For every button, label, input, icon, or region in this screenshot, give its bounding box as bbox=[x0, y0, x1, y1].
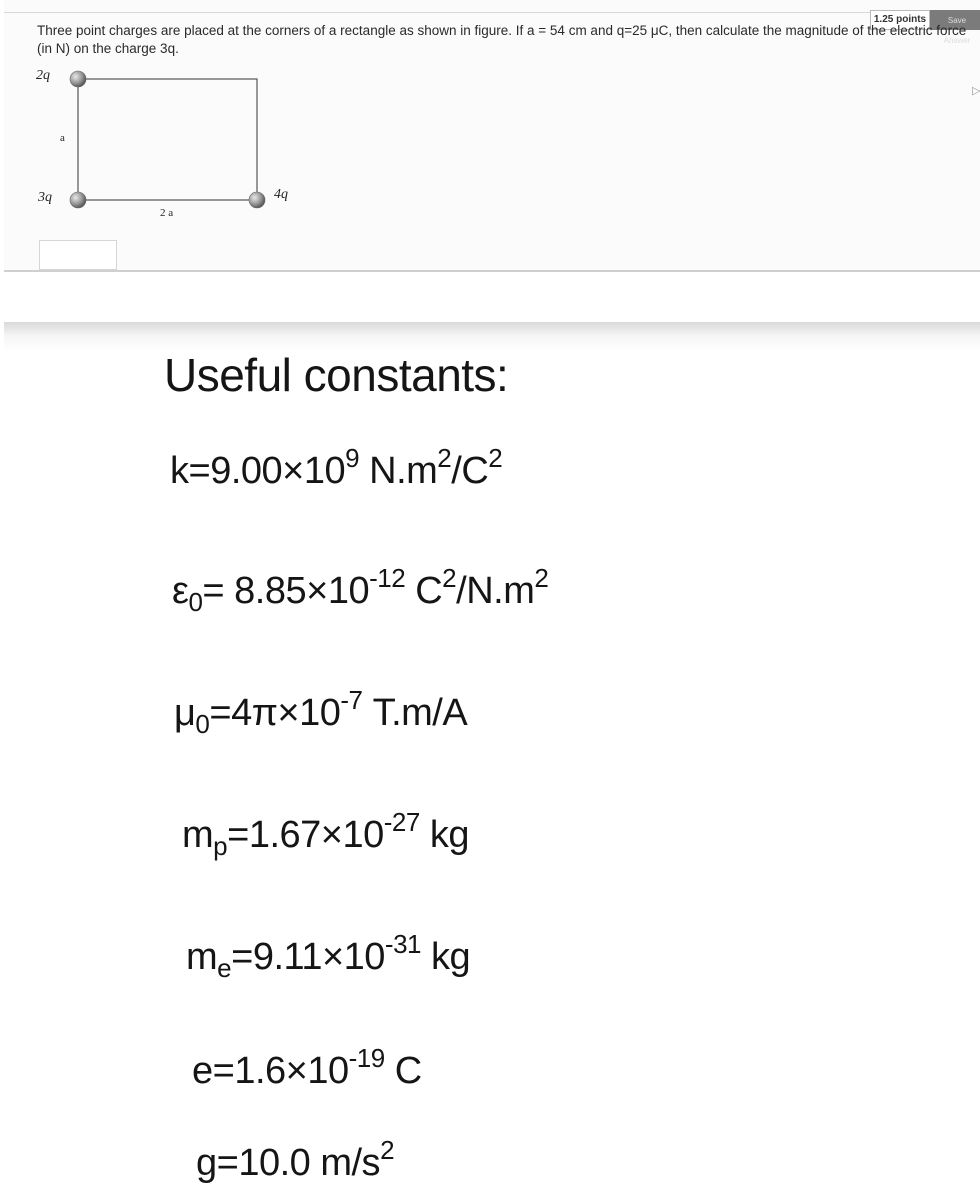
mp-sub: p bbox=[213, 831, 228, 861]
question-text: Three point charges are placed at the corners of a rectangle as shown in figure. If a = 54 cm and q=25 μC, then calculate the magnitude of the electric force (in N) on the charge 3q. bbox=[37, 23, 967, 56]
constants-title: Useful constants: bbox=[164, 349, 509, 401]
epsilon-unit-b-exp: 2 bbox=[534, 563, 549, 593]
me-sub: e bbox=[217, 953, 232, 983]
e-base: e=1.6×10 bbox=[192, 1050, 349, 1092]
charge-2q-sphere bbox=[70, 71, 86, 87]
charge-4q-sphere bbox=[249, 192, 265, 208]
me-symbol: m bbox=[186, 936, 218, 978]
label-side-2a: 2 a bbox=[160, 207, 174, 219]
k-unit-a-exp: 2 bbox=[437, 443, 452, 473]
mu-exp: -7 bbox=[340, 685, 363, 715]
me-unit: kg bbox=[421, 936, 471, 978]
constant-k bbox=[170, 443, 503, 493]
cursor-icon: ▷ bbox=[972, 85, 980, 97]
me-exp: -31 bbox=[384, 929, 421, 959]
constant-me bbox=[186, 929, 471, 983]
label-4q: 4q bbox=[274, 187, 288, 202]
k-unit-b-exp: 2 bbox=[488, 443, 503, 473]
rectangle-diagram bbox=[4, 60, 324, 230]
constant-mu0 bbox=[174, 685, 468, 739]
constant-g bbox=[196, 1135, 395, 1185]
k-exp: 9 bbox=[345, 443, 360, 473]
mp-base: =1.67×10 bbox=[227, 814, 384, 856]
label-2q: 2q bbox=[36, 68, 50, 83]
rectangle-figure bbox=[4, 60, 324, 230]
k-unit-b: /C bbox=[451, 450, 489, 492]
e-unit: C bbox=[384, 1050, 422, 1092]
mu-unit: T.m/A bbox=[362, 692, 468, 734]
mp-symbol: m bbox=[182, 814, 214, 856]
epsilon-unit-b: /N.m bbox=[456, 570, 535, 612]
mp-unit: kg bbox=[419, 814, 470, 856]
epsilon-symbol: ε bbox=[172, 570, 189, 612]
answer-input[interactable] bbox=[39, 240, 117, 270]
epsilon-unit-a-exp: 2 bbox=[442, 563, 457, 593]
g-exp: 2 bbox=[380, 1135, 395, 1165]
mu-base: =4π×10 bbox=[209, 692, 341, 734]
e-exp: -19 bbox=[348, 1043, 385, 1073]
me-base: =9.11×10 bbox=[231, 936, 385, 978]
epsilon-exp: -12 bbox=[369, 563, 406, 593]
label-3q: 3q bbox=[38, 190, 52, 205]
save-answer-button[interactable]: Save Answer bbox=[930, 10, 980, 30]
mu-sub: 0 bbox=[195, 709, 210, 739]
k-base: k=9.00×10 bbox=[170, 450, 346, 492]
constant-epsilon0 bbox=[172, 563, 549, 617]
epsilon-unit-a: C bbox=[405, 570, 443, 612]
points-badge: 1.25 points bbox=[870, 10, 930, 30]
constant-mp bbox=[182, 807, 470, 861]
epsilon-base: = 8.85×10 bbox=[202, 570, 370, 612]
question-panel bbox=[4, 0, 980, 272]
constant-e bbox=[192, 1043, 422, 1093]
constants-panel bbox=[4, 322, 980, 1203]
mu-symbol: μ bbox=[174, 692, 196, 734]
divider bbox=[4, 12, 874, 13]
charge-3q-sphere bbox=[70, 192, 86, 208]
label-side-a: a bbox=[60, 132, 65, 144]
mp-exp: -27 bbox=[383, 807, 420, 837]
epsilon-sub: 0 bbox=[188, 587, 203, 617]
k-unit-a: N.m bbox=[359, 450, 438, 492]
g-base: g=10.0 m/s bbox=[196, 1142, 381, 1184]
rectangle-outline bbox=[78, 79, 257, 200]
